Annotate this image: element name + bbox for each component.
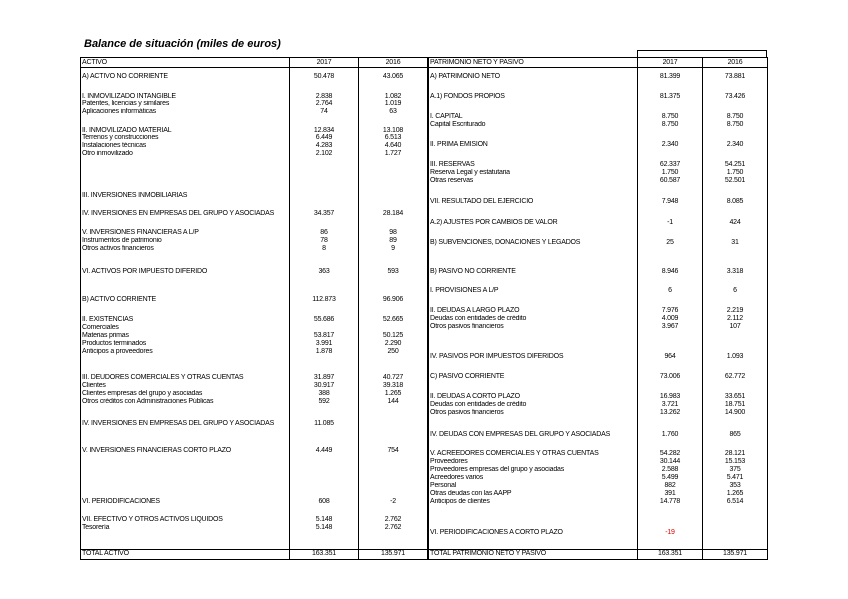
row-label: II. INMOVILIZADO MATERIAL: [82, 127, 172, 134]
row-value-2017: 3.967: [661, 323, 679, 330]
row-value-2017: 5.499: [661, 474, 679, 481]
row-value-2016: 73.881: [724, 73, 746, 80]
row-label: Reserva Legal y estatutaria: [430, 169, 510, 176]
row-label: V. ACREEDORES COMERCIALES Y OTRAS CUENTAS: [430, 450, 599, 457]
row-value-2016: 62.772: [724, 373, 746, 380]
row-label: Proveedores: [430, 458, 468, 465]
row-label: Otros pasivos financieros: [430, 409, 504, 416]
row-label: B) ACTIVO CORRIENTE: [82, 296, 156, 303]
row-value-2016: 6: [733, 287, 737, 294]
row-value-2017: 1.760: [661, 431, 679, 438]
row-value-2016: 73.426: [724, 93, 746, 100]
row-label: II. PRIMA EMISIÓN: [430, 141, 488, 148]
row-value-2017: 3.991: [315, 340, 333, 347]
row-value-2017: 25: [666, 239, 674, 246]
row-label: Aplicaciones informáticas: [82, 108, 156, 115]
row-value-2016: 28.184: [382, 210, 404, 217]
row-value-2017: 14.778: [659, 498, 681, 505]
row-value-2016: 54.251: [724, 161, 746, 168]
row-value-2016: -2: [390, 498, 396, 505]
row-label: B) PASIVO NO CORRIENTE: [430, 268, 516, 275]
row-label: IV. INVERSIONES EN EMPRESAS DEL GRUPO Y ASOCIADAS: [82, 420, 275, 427]
row-value-2016: 250: [387, 348, 399, 355]
row-label: VII. RESULTADO DEL EJERCICIO: [430, 198, 534, 205]
row-value-2016: 28.121: [724, 450, 746, 457]
row-label: Anticipos de clientes: [430, 498, 490, 505]
header-top-rule-right: [766, 50, 767, 57]
row-value-2017: 112.873: [312, 296, 336, 303]
row-value-2017: 30.144: [659, 458, 681, 465]
row-value-2016: 593: [387, 268, 399, 275]
row-value-2016: 14.900: [724, 409, 746, 416]
row-value-2016: 89: [389, 237, 397, 244]
row-value-2016: 1.265: [384, 390, 402, 397]
row-label: VI. PERIODIFICACIONES A CORTO PLAZO: [430, 529, 563, 536]
row-value-2017: 2.588: [661, 466, 679, 473]
row-value-2016: 144: [387, 398, 399, 405]
row-label: A) ACTIVO NO CORRIENTE: [82, 73, 168, 80]
row-label: Otras deudas con las AAPP: [430, 490, 512, 497]
row-value-2016: 1.750: [726, 169, 744, 176]
row-label: III. INVERSIONES INMOBILIARIAS: [82, 192, 188, 199]
assets-table: [80, 57, 428, 560]
row-value-2017: 8.750: [661, 121, 679, 128]
row-value-2017: 363: [318, 268, 330, 275]
row-label: A.2) AJUSTES POR CAMBIOS DE VALOR: [430, 219, 558, 226]
row-value-2017: 8: [322, 245, 326, 252]
row-value-2017: 4.449: [315, 447, 333, 454]
row-value-2017: 8.946: [661, 268, 679, 275]
row-label: Otros créditos con Administraciones Públicas: [82, 398, 214, 405]
row-value-2017: 608: [318, 498, 330, 505]
row-value-2016: 1.019: [384, 100, 402, 107]
assets-total-label: TOTAL ACTIVO: [82, 550, 129, 557]
row-value-2016: 8.750: [726, 113, 744, 120]
row-value-2017: 60.587: [659, 177, 681, 184]
row-value-2016: 375: [729, 466, 741, 473]
row-label: Otro inmovilizado: [82, 150, 133, 157]
liabilities-total-2017: 163.351: [658, 550, 682, 557]
row-value-2017: 1.878: [315, 348, 333, 355]
row-value-2017: 50.478: [313, 73, 335, 80]
row-label: I. INMOVILIZADO INTANGIBLE: [82, 93, 176, 100]
row-label: Otras reservas: [430, 177, 474, 184]
row-value-2017: 12.834: [313, 127, 335, 134]
row-value-2017: 1.750: [661, 169, 679, 176]
row-value-2017: 74: [320, 108, 328, 115]
row-label: Otros activos financieros: [82, 245, 154, 252]
row-value-2017: 4.009: [661, 315, 679, 322]
row-value-2017: 6.449: [315, 134, 333, 141]
row-label: Otros pasivos financieros: [430, 323, 504, 330]
row-value-2017: -19: [665, 529, 675, 536]
assets-header-row: [81, 58, 427, 68]
row-label: V. INVERSIONES FINANCIERAS CORTO PLAZO: [82, 447, 232, 454]
row-value-2016: 13.108: [382, 127, 404, 134]
row-value-2017: 6: [668, 287, 672, 294]
header-top-rule-left: [637, 50, 638, 57]
row-value-2017: 55.686: [313, 316, 335, 323]
row-label: IV. DEUDAS CON EMPRESAS DEL GRUPO Y ASOCIADAS: [430, 431, 611, 438]
row-label: Capital Escriturado: [430, 121, 486, 128]
row-value-2017: 964: [664, 353, 676, 360]
row-value-2016: 2.219: [726, 307, 744, 314]
assets-total-2016: 135.971: [381, 550, 405, 557]
row-value-2016: 33.651: [724, 393, 746, 400]
row-label: Tesorería: [82, 524, 110, 531]
row-label: Deudas con entidades de crédito: [430, 401, 527, 408]
row-value-2016: 424: [729, 219, 741, 226]
row-value-2017: 31.897: [313, 374, 335, 381]
row-value-2017: 5.148: [315, 524, 333, 531]
row-value-2016: 2.112: [727, 315, 743, 322]
row-value-2016: 40.727: [382, 374, 404, 381]
row-label: Proveedores empresas del grupo y asociadas: [430, 466, 565, 473]
row-value-2017: 2.340: [661, 141, 679, 148]
row-value-2016: 96.906: [382, 296, 404, 303]
row-label: I. CAPITAL: [430, 113, 463, 120]
liabilities-table: [428, 57, 768, 560]
assets-header-2016: 2016: [385, 59, 401, 66]
liabilities-header-2016: 2016: [727, 59, 743, 66]
row-label: III. DEUDORES COMERCIALES Y OTRAS CUENTAS: [82, 374, 244, 381]
assets-header-label: ACTIVO: [82, 59, 107, 66]
row-label: Instalaciones técnicas: [82, 142, 147, 149]
row-value-2016: 4.640: [384, 142, 402, 149]
assets-total-row: [81, 549, 427, 559]
row-value-2017: 13.262: [659, 409, 681, 416]
row-label: Patentes, licencias y similares: [82, 100, 170, 107]
row-value-2017: 16.983: [659, 393, 681, 400]
row-label: V. INVERSIONES FINANCIERAS A L/P: [82, 229, 199, 236]
row-value-2017: 7.976: [661, 307, 679, 314]
row-value-2017: 53.817: [313, 332, 335, 339]
row-value-2017: 81.375: [659, 93, 681, 100]
row-label: Materias primas: [82, 332, 129, 339]
row-label: A.1) FONDOS PROPIOS: [430, 93, 505, 100]
assets-total-2017: 163.351: [312, 550, 336, 557]
row-label: Personal: [430, 482, 457, 489]
row-value-2016: 107: [729, 323, 741, 330]
row-value-2016: 754: [387, 447, 399, 454]
row-label: Comerciales: [82, 324, 119, 331]
liabilities-total-row: [429, 549, 767, 559]
row-value-2016: 2.762: [384, 524, 402, 531]
row-value-2016: 8.750: [726, 121, 744, 128]
row-value-2016: 1.093: [726, 353, 744, 360]
assets-header-2017: 2017: [316, 59, 332, 66]
row-value-2017: 3.721: [661, 401, 679, 408]
row-label: Deudas con entidades de crédito: [430, 315, 527, 322]
row-label: III. RESERVAS: [430, 161, 475, 168]
row-value-2016: 9: [391, 245, 395, 252]
row-value-2016: 865: [729, 431, 741, 438]
row-value-2016: 1.082: [384, 93, 402, 100]
liabilities-header-label: PATRIMONIO NETO Y PASIVO: [430, 59, 524, 66]
row-label: Terrenos y construcciones: [82, 134, 159, 141]
row-value-2016: 1.727: [384, 150, 402, 157]
row-value-2017: 11.085: [314, 420, 334, 427]
row-value-2017: 34.357: [313, 210, 335, 217]
row-value-2016: 63: [389, 108, 397, 115]
row-value-2017: 2.838: [315, 93, 333, 100]
row-value-2016: 31: [731, 239, 739, 246]
row-label: VI. ACTIVOS POR IMPUESTO DIFERIDO: [82, 268, 208, 275]
row-label: VII. EFECTIVO Y OTROS ACTIVOS LÍQUIDOS: [82, 516, 223, 523]
row-label: C) PASIVO CORRIENTE: [430, 373, 505, 380]
row-value-2017: 5.148: [315, 516, 333, 523]
row-value-2016: 5.471: [726, 474, 744, 481]
row-value-2017: 81.399: [659, 73, 681, 80]
row-value-2016: 2.290: [384, 340, 402, 347]
row-label: B) SUBVENCIONES, DONACIONES Y LEGADOS: [430, 239, 581, 246]
row-label: Clientes empresas del grupo y asociadas: [82, 390, 203, 397]
row-label: II. DEUDAS A CORTO PLAZO: [430, 393, 520, 400]
row-label: IV. INVERSIONES EN EMPRESAS DEL GRUPO Y ASOCIADAS: [82, 210, 275, 217]
liabilities-total-label: TOTAL PATRIMONIO NETO Y PASIVO: [430, 550, 547, 557]
row-value-2017: 7.948: [661, 198, 679, 205]
row-label: Acreedores varios: [430, 474, 484, 481]
row-value-2017: 388: [318, 390, 330, 397]
row-label: Anticipos a proveedores: [82, 348, 153, 355]
row-value-2016: 15.153: [724, 458, 746, 465]
row-value-2017: 62.337: [659, 161, 681, 168]
row-label: Instrumentos de patrimonio: [82, 237, 162, 244]
row-label: A) PATRIMONIO NETO: [430, 73, 500, 80]
row-value-2016: 52.665: [382, 316, 404, 323]
row-value-2016: 6.513: [384, 134, 402, 141]
row-label: IV. PASIVOS POR IMPUESTOS DIFERIDOS: [430, 353, 564, 360]
page-title: Balance de situación (miles de euros): [84, 38, 281, 50]
row-value-2016: 98: [389, 229, 397, 236]
row-value-2016: 2.340: [726, 141, 744, 148]
row-label: VI. PERIODIFICACIONES: [82, 498, 160, 505]
liabilities-header-row: [429, 58, 767, 68]
row-value-2016: 43.065: [382, 73, 404, 80]
row-value-2017: 592: [318, 398, 330, 405]
row-value-2016: 353: [729, 482, 741, 489]
row-value-2017: 391: [664, 490, 676, 497]
row-value-2017: 54.282: [659, 450, 681, 457]
row-value-2017: 73.006: [659, 373, 681, 380]
row-value-2016: 2.762: [384, 516, 402, 523]
row-value-2017: -1: [667, 219, 673, 226]
row-label: Clientes: [82, 382, 106, 389]
row-value-2016: 6.514: [726, 498, 744, 505]
row-value-2016: 8.085: [726, 198, 744, 205]
row-value-2016: 18.751: [724, 401, 746, 408]
row-value-2017: 78: [320, 237, 328, 244]
row-label: II. DEUDAS A LARGO PLAZO: [430, 307, 520, 314]
liabilities-header-2017: 2017: [662, 59, 678, 66]
row-value-2017: 86: [320, 229, 328, 236]
row-value-2016: 3.318: [726, 268, 744, 275]
liabilities-total-2016: 135.971: [723, 550, 747, 557]
row-value-2017: 30.917: [313, 382, 335, 389]
row-value-2016: 52.501: [724, 177, 746, 184]
row-value-2016: 50.125: [382, 332, 404, 339]
row-value-2017: 8.750: [661, 113, 679, 120]
row-value-2017: 2.764: [315, 100, 333, 107]
row-label: II. EXISTENCIAS: [82, 316, 134, 323]
row-value-2017: 882: [664, 482, 676, 489]
row-value-2016: 39.318: [382, 382, 404, 389]
row-value-2016: 1.265: [726, 490, 744, 497]
row-label: I. PROVISIONES A L/P: [430, 287, 499, 294]
header-top-rule: [637, 50, 767, 51]
row-value-2017: 2.102: [315, 150, 333, 157]
row-label: Productos terminados: [82, 340, 147, 347]
row-value-2017: 4.283: [315, 142, 333, 149]
